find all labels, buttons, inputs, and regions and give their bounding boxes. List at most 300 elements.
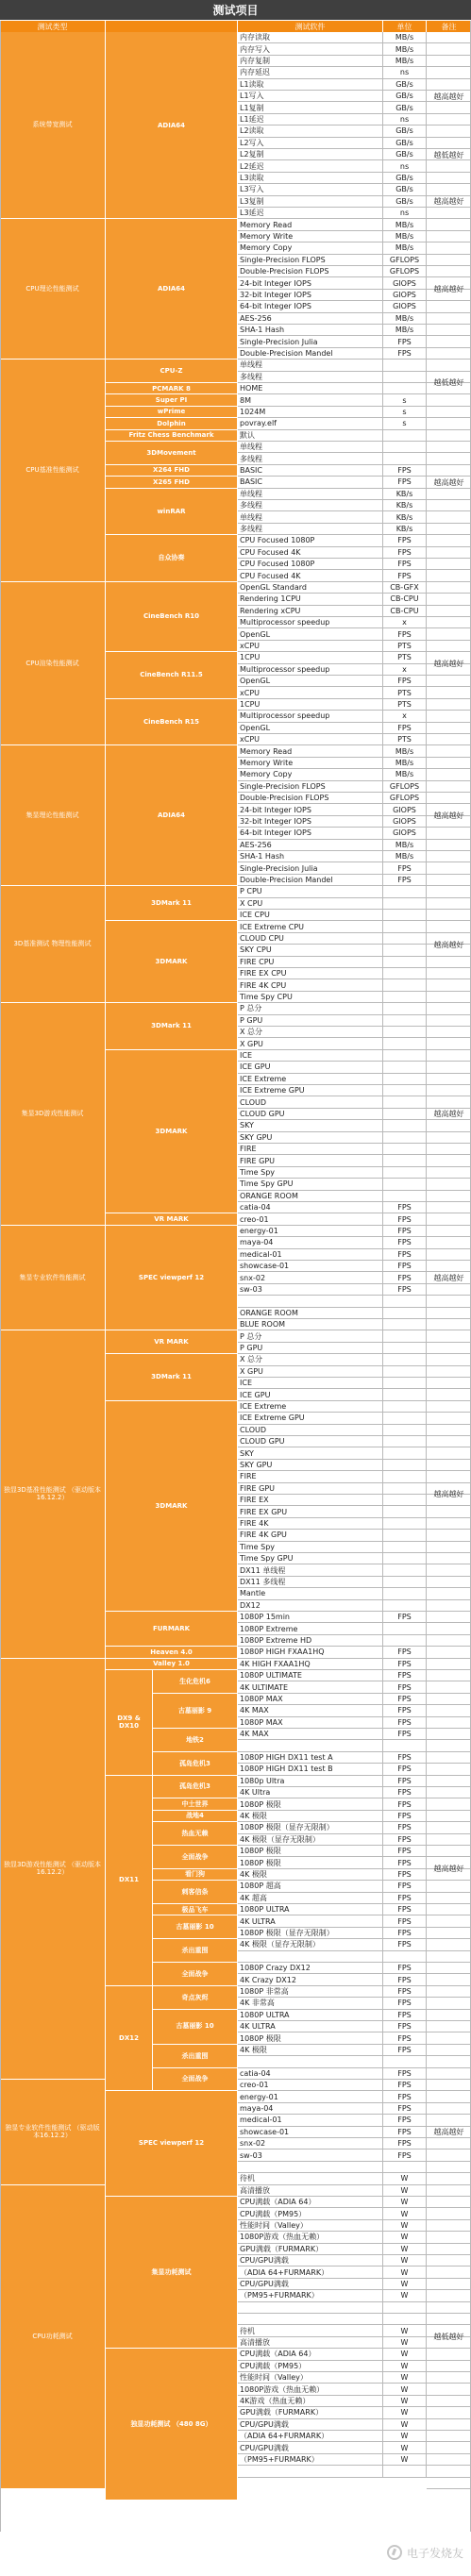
note-cell-blank [427,1577,471,1588]
note-cell: 越高越好 [433,92,464,101]
test-item-cell: CLOUD GPU [238,1109,383,1120]
note-cell-blank [427,594,471,605]
unit-cell: CB-GFX [383,582,427,594]
unit-cell: FPS [383,547,427,559]
test-item-cell: 24-bit Integer IOPS [238,277,383,289]
note-cell-blank [427,2103,471,2115]
unit-cell [383,372,427,383]
test-item-cell: 内存复制 [238,56,383,67]
note-cell-blank [427,243,471,254]
subcategory-cell: 3DMARK [106,1401,238,1612]
test-item-cell: 4K 极限 [238,2045,383,2056]
note-cell-blank [427,535,471,546]
test-item-cell: catia-04 [238,2068,383,2080]
test-item-cell: L2复制 [238,149,383,160]
subcategory-cell: SPEC viewperf 12 [106,2091,238,2197]
note-cell-blank [427,723,471,734]
note-cell-blank [427,1155,471,1166]
unit-cell [383,1447,427,1459]
note-cell-blank [427,840,471,851]
test-item-cell: OpenGL Standard [238,582,383,594]
note-cell-blank [427,102,471,113]
note-cell-blank [427,1564,471,1576]
test-item-cell: P GPU [238,1343,383,1354]
test-item-cell: ICE CPU [238,910,383,921]
subcategory-cell: VR MARK [106,1330,238,1354]
unit-cell: FPS [383,1705,427,1716]
note-cell-blank [427,2185,471,2197]
unit-cell: MB/s [383,313,427,325]
note-cell-blank [427,79,471,91]
note-cell-blank [427,1659,471,1670]
note-cell-blank [427,1471,471,1482]
note-cell-blank [427,2478,471,2489]
test-item-cell: ICE [238,1378,383,1389]
unit-cell [383,1296,427,1307]
note-cell-blank [427,570,471,581]
test-item-cell: L3读取 [238,173,383,184]
test-item-cell: CLOUD CPU [238,933,383,945]
unit-cell: FPS [383,2091,427,2102]
note-cell-blank [427,1413,471,1424]
test-item-cell [238,2466,383,2477]
game-name-cell: 全面战争 [153,2068,238,2092]
test-item-cell: SHA-1 Hash [238,325,383,336]
test-item-cell: Double-Precision FLOPS [238,266,383,277]
note-cell-blank [427,2045,471,2056]
test-item-cell: 1080P ULTRA [238,2010,383,2021]
note-cell-blank [427,641,471,652]
unit-cell: FPS [383,1213,427,1225]
note-cell-blank [427,1787,471,1798]
note-cell-blank [427,2173,471,2184]
test-item-cell: Memory Write [238,758,383,769]
unit-cell: FPS [383,1261,427,1272]
unit-cell: W [383,2197,427,2208]
unit-cell [383,1167,427,1179]
unit-cell [383,442,427,453]
unit-cell: FPS [383,535,427,546]
unit-cell: FPS [383,477,427,488]
note-cell-blank [427,2138,471,2149]
subcategory-cell: PCMARK 8 [106,383,238,394]
note-cell-blank [427,1939,471,1950]
unit-cell: FPS [383,2138,427,2149]
game-name-cell: 奇点灰烬 [153,1986,238,2010]
note-cell-blank [427,2244,471,2255]
note-cell-blank [427,1694,471,1705]
subcategory-cell: 3DMARK [106,1050,238,1214]
note-cell-blank [427,1132,471,1144]
note-cell-blank [427,2208,471,2219]
unit-cell: FPS [383,1612,427,1623]
note-cell-blank [427,453,471,464]
subcategory-cell: X265 FHD [106,477,238,488]
test-item-cell: 8M [238,394,383,406]
test-item-cell: creo-01 [238,1213,383,1225]
unit-cell [383,2466,427,2477]
test-item-cell [238,1951,383,1963]
note-cell: 越高越好 [433,2128,464,2137]
unit-cell: W [383,2220,427,2232]
test-item-cell: Single-Precision FLOPS [238,781,383,793]
game-name-cell: 孤岛危机3 [153,1776,238,1799]
note-cell-blank [427,875,471,886]
note-cell-blank [427,1530,471,1541]
test-item-cell: L1写入 [238,91,383,102]
note-cell-blank [427,2149,471,2161]
unit-cell [383,1740,427,1751]
unit-cell: PTS [383,699,427,711]
test-item-cell: X CPU [238,898,383,910]
test-item-cell: CPU Focused 1080P [238,559,383,570]
note-cell-blank [427,957,471,968]
test-item-cell: Double-Precision FLOPS [238,793,383,804]
test-item-cell: 1080P ULTRA [238,1904,383,1915]
test-item-cell: ICE Extreme [238,1074,383,1085]
note-cell-blank [427,1389,471,1400]
subcategory-cell: Dolphin [106,418,238,429]
test-item-cell: （PM95+FURMARK） [238,2454,383,2466]
unit-cell: PTS [383,652,427,663]
test-item-cell: 单线程 [238,511,383,523]
note-cell-blank [427,921,471,932]
unit-cell: GFLOPS [383,266,427,277]
unit-cell [383,1120,427,1131]
test-item-cell: L3复制 [238,196,383,208]
test-item-cell: 4K MAX [238,1729,383,1740]
test-item-cell: Time Spy GPU [238,1553,383,1564]
note-cell: 越低越好 [433,378,464,388]
note-cell-blank [427,1038,471,1049]
unit-cell: s [383,418,427,429]
test-item-cell: 多线程 [238,372,383,383]
note-cell-blank [427,2454,471,2466]
note-cell-blank [427,125,471,137]
unit-cell [383,979,427,991]
note-cell-blank [427,699,471,711]
test-item-cell [238,2314,383,2325]
note-cell-blank [427,769,471,780]
unit-cell [383,2314,427,2325]
note-cell-blank [427,1986,471,1998]
note-cell-blank [427,394,471,406]
test-item-cell: L1延迟 [238,114,383,125]
note-cell-blank [427,745,471,757]
unit-cell: FPS [383,676,427,687]
unit-cell [383,1096,427,1108]
note-cell-blank [427,360,471,371]
unit-cell [383,992,427,1003]
unit-cell: MB/s [383,851,427,862]
game-name-cell: 看门狗 [153,1869,238,1881]
unit-cell: W [383,2255,427,2267]
unit-cell: FPS [383,1694,427,1705]
test-item-cell: Rendering xCPU [238,606,383,617]
unit-cell: MB/s [383,769,427,780]
unit-cell [383,1179,427,1190]
test-item-cell: 待机 [238,2325,383,2336]
note-cell-blank [427,781,471,793]
note-cell-blank [427,2372,471,2384]
unit-cell: FPS [383,2080,427,2091]
unit-cell: FPS [383,2021,427,2032]
note-cell-blank [427,676,471,687]
test-item-cell: sw-03 [238,2149,383,2161]
unit-cell: CB-CPU [383,594,427,605]
test-item-cell: ICE Extreme CPU [238,921,383,932]
note-cell-blank [427,1284,471,1296]
note-cell-blank [427,1915,471,1927]
note-cell-blank [427,793,471,804]
unit-cell: W [383,2267,427,2278]
unit-cell: W [383,2349,427,2360]
unit-cell: FPS [383,1202,427,1213]
test-item-cell: 单线程 [238,489,383,500]
unit-cell [383,1483,427,1495]
note-cell-blank [427,1213,471,1225]
test-item-cell: 4K 极限（显存无限制） [238,1939,383,1950]
note-cell-blank [427,886,471,897]
note-cell-blank [427,1191,471,1202]
note-cell-blank [427,465,471,477]
unit-cell: FPS [383,875,427,886]
unit-cell: GFLOPS [383,781,427,793]
note-cell-blank [427,2267,471,2278]
subcategory-cell: ADIA64 [106,219,238,360]
note-cell-blank [427,1226,471,1237]
test-item-cell: CPU Focused 4K [238,570,383,581]
test-item-cell: 4K Ultra [238,1787,383,1798]
test-item-cell: 内存写入 [238,43,383,55]
test-item-cell: FIRE GPU [238,1483,383,1495]
note-cell-blank [427,1179,471,1190]
test-item-cell: ORANGE ROOM [238,1308,383,1319]
test-item-cell: P GPU [238,1015,383,1027]
test-item-cell: 4K 非常高 [238,1998,383,2009]
note-cell-blank [427,336,471,347]
unit-cell: GIOPS [383,804,427,815]
note-cell-blank [427,2010,471,2021]
unit-cell [383,1553,427,1564]
test-item-cell: FIRE EX CPU [238,968,383,979]
test-item-cell: sw-03 [238,1284,383,1296]
header-unit: 单位 [383,21,427,32]
note-cell-blank [427,734,471,745]
note-cell: 越高越好 [433,940,464,949]
test-item-cell: （ADIA 64+FURMARK） [238,2267,383,2278]
subcategory-cell: DX9 & DX10 [106,1670,153,1776]
test-item-cell: FIRE EX GPU [238,1506,383,1517]
unit-cell [383,1050,427,1062]
game-name-cell: 全面战争 [153,1963,238,1986]
note-cell-blank [427,2431,471,2442]
subcategory-cell: ADIA64 [106,32,238,219]
note-cell-blank [427,1330,471,1342]
unit-cell [383,2056,427,2067]
note-cell-blank [427,1354,471,1365]
test-item-cell: 默认 [238,430,383,442]
subcategory-cell: CineBench R10 [106,582,238,652]
note-cell-blank [427,1425,471,1436]
note-cell-blank [427,407,471,418]
test-item-cell: OpenGL [238,676,383,687]
test-item-cell: medical-01 [238,1249,383,1261]
category-cell: 集显3D游戏性能测试 [0,1003,106,1226]
subcategory-cell: 3DMark 11 [106,1354,238,1401]
test-item-cell: 1080P MAX [238,1694,383,1705]
note-cell-blank [427,1764,471,1775]
test-item-cell: catia-04 [238,1202,383,1213]
unit-cell: GB/s [383,91,427,102]
test-item-cell [238,2162,383,2173]
test-item-cell: 1080P 极限（显存无限制） [238,1822,383,1833]
note-cell-blank [427,231,471,243]
unit-cell [383,1343,427,1354]
unit-cell: GB/s [383,149,427,160]
note-cell-blank [427,2290,471,2301]
note-cell: 越低越好 [433,2333,464,2342]
note-cell-blank [427,898,471,910]
unit-cell: PTS [383,641,427,652]
test-item-cell: CPU满载（ADIA 64） [238,2197,383,2208]
test-item-cell: CPU/GPU满载 [238,2255,383,2267]
note-cell-blank [427,524,471,535]
test-item-cell: showcase-01 [238,1261,383,1272]
note-cell-blank [427,2162,471,2173]
test-item-cell: medical-01 [238,2115,383,2126]
unit-cell: FPS [383,1986,427,1998]
unit-cell: W [383,2372,427,2384]
note-cell-blank [427,184,471,195]
note-cell-blank [427,1951,471,1963]
game-name-cell: 生化危机6 [153,1670,238,1694]
note-cell-blank [427,910,471,921]
note-cell-blank [427,1003,471,1014]
note-cell-blank [427,1893,471,1904]
note-cell-blank [427,559,471,570]
note-cell-blank [427,758,471,769]
game-name-cell: 热血无赖 [153,1822,238,1846]
unit-cell [383,1085,427,1096]
test-item-cell: HOME [238,383,383,394]
test-item-cell: P CPU [238,886,383,897]
note-cell-blank [427,1588,471,1599]
note-cell-blank [427,582,471,594]
test-item-cell: Multiprocessor speedup [238,711,383,722]
note-cell-blank [427,255,471,266]
unit-cell: FPS [383,1881,427,1892]
unit-cell [383,1132,427,1144]
unit-cell: W [383,2290,427,2301]
test-item-cell: Single-Precision Julia [238,336,383,347]
note-cell-blank [427,1237,471,1248]
test-item-cell: 高清播放 [238,2185,383,2197]
test-item-cell: ICE Extreme GPU [238,1413,383,1424]
test-item-cell: GPU满载（FURMARK） [238,2407,383,2418]
subcategory-cell: 独显功耗测试 （480 8G） [106,2349,238,2501]
test-item-cell [238,2302,383,2314]
unit-cell: FPS [383,2068,427,2080]
note-cell-blank [427,418,471,429]
note-cell-blank [427,2407,471,2418]
unit-cell [383,1378,427,1389]
note-cell: 越低越好 [433,150,464,159]
test-item-cell: 1080p Ultra [238,1776,383,1787]
test-item-cell: （PM95+FURMARK） [238,2290,383,2301]
unit-cell: GB/s [383,138,427,149]
unit-cell: W [383,2407,427,2418]
test-item-cell: 4K游戏（热血无赖） [238,2396,383,2407]
note-cell-blank [427,2021,471,2032]
test-item-cell: 24-bit Integer IOPS [238,804,383,815]
test-item-cell: ORANGE ROOM [238,1191,383,1202]
unit-cell: PTS [383,687,427,698]
note-cell: 越高越好 [433,477,464,487]
note-cell-blank [427,2220,471,2232]
unit-cell [383,383,427,394]
unit-cell: KB/s [383,524,427,535]
unit-cell [383,1389,427,1400]
note-cell: 越高越好 [433,1110,464,1119]
test-item-cell: Mantle [238,1588,383,1599]
unit-cell: FPS [383,723,427,734]
unit-cell [383,945,427,956]
game-name-cell: 战地4 [153,1811,238,1822]
subcategory-cell: 集显功耗测试 [106,2197,238,2349]
unit-cell: FPS [383,1226,427,1237]
unit-cell: FPS [383,2115,427,2126]
unit-cell: FPS [383,2103,427,2115]
note-cell-blank [427,851,471,862]
test-item-cell: L2读取 [238,125,383,137]
note-cell-blank [427,1974,471,1985]
note-cell-blank [427,1600,471,1612]
unit-cell: x [383,711,427,722]
unit-cell: GIOPS [383,277,427,289]
unit-cell: FPS [383,1729,427,1740]
test-item-cell: xCPU [238,734,383,745]
test-item-cell: Single-Precision Julia [238,862,383,874]
test-item-cell: 64-bit Integer IOPS [238,301,383,312]
note-cell-blank [427,1846,471,1857]
note-cell-blank [427,2091,471,2102]
test-item-cell: 4K 极限（显存无限制） [238,1834,383,1846]
unit-cell: W [383,2361,427,2372]
test-item-cell: 4K 极限 [238,1811,383,1822]
unit-cell: MB/s [383,32,427,43]
test-item-cell: BASIC [238,465,383,477]
test-item-cell: 4K Crazy DX12 [238,1974,383,1985]
test-item-cell: L2写入 [238,138,383,149]
unit-cell [383,1308,427,1319]
note-cell-blank [427,138,471,149]
unit-cell: W [383,2337,427,2349]
note-cell-blank [427,1963,471,1974]
unit-cell: FPS [383,1659,427,1670]
test-item-cell: 4K ULTRA [238,2021,383,2032]
unit-cell: MB/s [383,758,427,769]
note-cell-blank [427,1249,471,1261]
unit-cell [383,1109,427,1120]
note-cell: 越高越好 [433,197,464,207]
unit-cell: KB/s [383,500,427,511]
note-cell-blank [427,2442,471,2453]
test-item-cell: FIRE [238,1144,383,1155]
unit-cell: W [383,2419,427,2431]
note-cell-blank [427,1366,471,1378]
unit-cell: FPS [383,1811,427,1822]
